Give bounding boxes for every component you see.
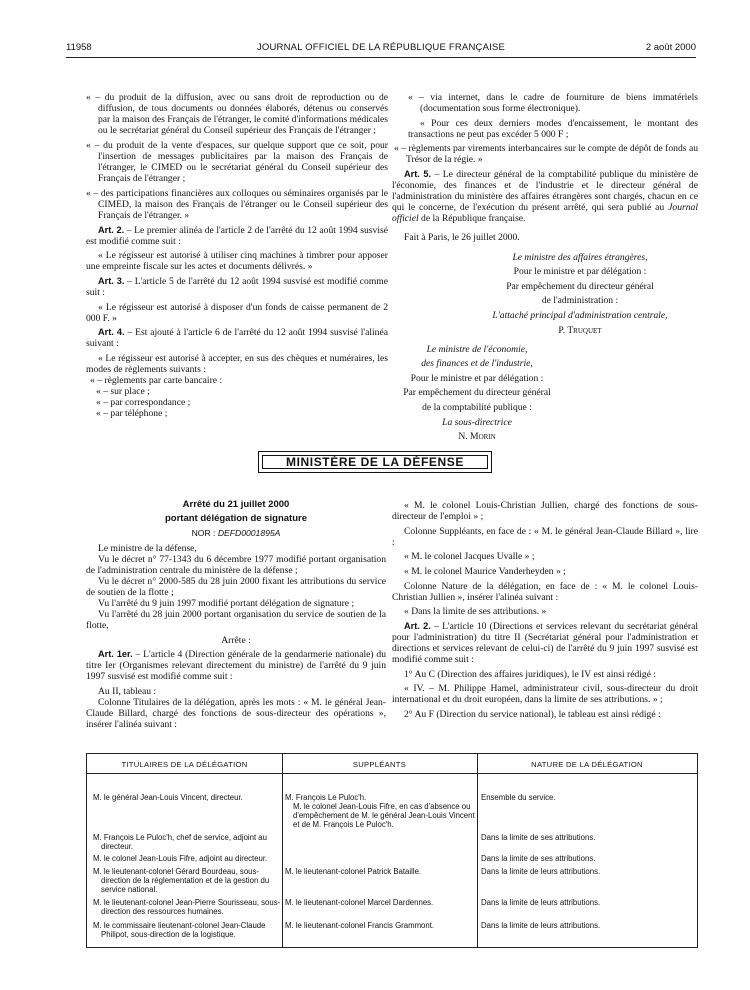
article-2: Art. 2. – L'article 10 (Directions et services relevant du secrétariat général pour l'administration) du titre II (Secrétariat général pour l'administration et directions et services relevant de celui-ci) de l'arrêté du 9 juin 1997 susvisé est modifié comme suit :	[392, 620, 698, 666]
cell-titulaire: M. le lieutenant-colonel Jean-Pierre Sourisseau, sous-direction des ressources humaines.	[93, 898, 281, 916]
paragraph: Colonne Suppléants, en face de : « M. le général Jean-Claude Billard », lire :	[392, 525, 698, 548]
list-item: « – sur place ;	[96, 386, 150, 398]
top-left-column	[86, 92, 388, 423]
cell-nature: Dans la limite de leurs attributions.	[481, 921, 601, 930]
list-item: « – règlements par virements interbancaires sur le compte de dépôt de fonds au Trésor de la régie. »	[394, 143, 698, 166]
cell-nature: Dans la limite de leurs attributions.	[481, 867, 601, 876]
article-2: Art. 2. – Le premier alinéa de l'article 2 de l'arrêté du 12 août 1994 susvisé est modifié comme suit :	[86, 224, 388, 247]
paragraph: Au II, tableau :	[98, 685, 157, 697]
list-item: « – du produit de la vente d'espaces, sur quelque support que ce soit, pour l'insertion de messages publicitaires par la maison des Français de l'étranger, le CIMED ou le secrétariat général du Conseil supérieur des Français de l'étranger ;	[86, 139, 388, 185]
article-3-quote: « Le régisseur est autorisé à disposer d'un fonds de caisse permanent de 2 000 F. »	[86, 301, 388, 324]
arrete-heading: Arrête :	[221, 634, 251, 646]
cell-nature: Dans la limite de leurs attributions.	[481, 898, 601, 907]
nor-reference: NOR : DEFD0001895A	[191, 528, 281, 538]
cell-nature: Ensemble du service.	[481, 793, 556, 802]
cell-titulaire: M. François Le Puloc'h, chef de service, adjoint au directeur.	[93, 833, 267, 851]
column-header: SUPPLÉANTS	[352, 760, 407, 769]
paragraph: « IV. – M. Philippe Hamel, administrateur civil, sous-directeur du droit international et du droit européen, dans la limite de ses attributions. » ;	[392, 683, 698, 706]
paragraph: « M. le colonel Maurice Vanderheyden » ;	[404, 565, 566, 577]
paragraph: Colonne Nature de la délégation, en face de : « M. le colonel Louis-Christian Jullien », insérer l'alinéa suivant :	[392, 580, 698, 603]
signatory-name: N. Morin	[458, 431, 496, 443]
signature-block-2: Le ministre de l'économie, des finances et de l'industrie, Pour le ministre et par délégation : Par empêchement du directeur général de la comptabilité publique : La sous-directrice N. Morin	[392, 344, 562, 443]
journal-title: JOURNAL OFFICIEL DE LA RÉPUBLIQUE FRANÇAISE	[256, 42, 506, 53]
decree-title: Arrêté du 21 juillet 2000	[182, 499, 290, 510]
cell-suppleants: M. François Le Puloc'h. M. le colonel Jean-Louis Fifre, en cas d'absence ou d'empêchement de M. le général Jean-Louis Vincent et de M. François Le Puloc'h.	[285, 793, 475, 829]
top-right-column	[392, 92, 698, 446]
article-4-quote: « Le régisseur est autorisé à accepter, en sus des chèques et numéraires, les modes de règlements suivants :	[86, 352, 388, 376]
list-item: « – par correspondance ;	[96, 397, 191, 409]
cell-titulaire: M. le général Jean-Louis Vincent, directeur.	[93, 793, 243, 802]
list-item: « – via internet, dans le cadre de fourniture de biens immatériels (documentation sous forme électronique).	[408, 92, 698, 115]
article-2-quote: « Le régisseur est autorisé à utiliser cinq machines à timbrer pour apposer une empreinte fiscale sur les actes et documents délivrés. »	[86, 250, 388, 273]
article-1: Art. 1er. – L'article 4 (Direction générale de la gendarmerie nationale) du titre Ier (Organismes relevant directement du ministre) de l'arrêté du 9 juin 1997 susvisé est modifié comme suit :	[86, 648, 387, 683]
decree-right-column	[392, 500, 698, 724]
paragraph: Vu le décret n° 77-1343 du 6 décembre 1977 modifié portant organisation de l'administration centrale du ministère de la défense ;	[86, 553, 386, 576]
section-band	[258, 451, 492, 473]
cell-titulaire: M. le commissaire lieutenant-colonel Jean-Claude Philipot, sous-direction de la logistique.	[93, 921, 266, 939]
column-header: NATURE DE LA DÉLÉGATION	[531, 760, 643, 769]
cell-titulaire: M. le colonel Jean-Louis Fifre, adjoint au directeur.	[93, 854, 268, 863]
decree-subtitle: portant délégation de signature	[165, 513, 307, 524]
paragraph: Colonne Titulaires de la délégation, après les mots : « M. le général Jean-Claude Billard, chargé des fonctions de sous-directeur des opérations », insérer l'alinéa suivant :	[86, 696, 386, 730]
cell-suppleants: M. le lieutenant-colonel Patrick Bataille.	[285, 867, 422, 876]
article-3: Art. 3. – L'article 5 de l'arrêté du 12 août 1994 susvisé est modifié comme suit :	[86, 275, 389, 298]
decree-left-column	[86, 500, 386, 734]
issue-date: 2 août 2000	[645, 42, 696, 53]
header-divider	[87, 773, 697, 774]
paragraph: « Dans la limite de ses attributions. »	[404, 606, 547, 618]
list-item: « – des participations financières aux colloques ou séminaires organisés par le CIMED, la maison des Français de l'étranger ou le Conseil supérieur des Français de l'étranger. »	[86, 187, 388, 221]
paragraph: « M. le colonel Jacques Uvalle » ;	[404, 551, 535, 563]
list-item: « – du produit de la diffusion, avec ou sans droit de reproduction ou de diffusion, de tous documents ou données élaborés, détenus ou conservés par la maison des Français de l'étranger, le comité d'informations médicales ou le secrétariat général du Conseil supérieur des Français de l'étranger ;	[86, 92, 388, 137]
signatory-name: P. Truquet	[558, 324, 602, 336]
cell-suppleants: M. le lieutenant-colonel Francis Grammont.	[285, 921, 435, 930]
paragraph: 1° Au C (Direction des affaires juridiques), le IV est ainsi rédigé :	[404, 668, 657, 680]
signature-block-1: Le ministre des affaires étrangères, Pour le ministre et par délégation : Par empêchement du directeur général de l'administration : L'attaché principal d'administration centrale, P. Truquet	[392, 252, 698, 336]
article-4: Art. 4. – Est ajouté à l'article 6 de l'arrêté du 12 août 1994 susvisé l'alinéa suivant :	[86, 327, 388, 350]
list-item: « – par téléphone ;	[96, 408, 168, 420]
column-header: TITULAIRES DE LA DÉLÉGATION	[121, 760, 248, 769]
column-divider	[477, 754, 478, 947]
paragraph: « M. le colonel Louis-Christian Jullien, chargé des fonctions de sous-directeur de l'emploi » ;	[392, 500, 698, 523]
header-rule	[66, 57, 696, 58]
cell-titulaire: M. le lieutenant-colonel Gérard Bourdeau, sous-direction de la réglementation et de la gestion du service national.	[93, 867, 270, 894]
place-date: Fait à Paris, le 26 juillet 2000.	[404, 231, 520, 243]
section-title: MINISTÈRE DE LA DÉFENSE	[262, 455, 488, 469]
list-quote: « Pour ces deux derniers modes d'encaissement, le montant des transactions ne peut pas excéder 5 000 F ;	[408, 117, 698, 140]
paragraph: 2° Au F (Direction du service national), le tableau est ainsi rédigé :	[404, 709, 661, 720]
paragraph: Vu le décret n° 2000-585 du 28 juin 2000 fixant les attributions du service de soutien de la flotte ;	[86, 575, 386, 598]
cell-nature: Dans la limite de ses attributions.	[481, 833, 596, 842]
paragraph: Vu l'arrêté du 9 juin 1997 modifié portant délégation de signature ;	[98, 598, 355, 610]
article-5: Art. 5. – Le directeur général de la comptabilité publique du ministère de l'économie, des finances et de l'industrie et le directeur général de l'administration du ministère des affaires étrangères sont chargés, chacun en ce qui le concerne, de l'exécution du présent arrêté, qui sera publié au Journal officiel de la République française.	[392, 169, 698, 225]
cell-suppleants: M. le lieutenant-colonel Marcel Dardennes.	[285, 898, 434, 907]
list-item: « – règlements par carte bancaire :	[90, 375, 223, 387]
paragraph: Le ministre de la défense,	[98, 542, 197, 554]
paragraph: Vu l'arrêté du 28 juin 2000 portant organisation du service de soutien de la flotte,	[86, 609, 386, 632]
page-number: 11958	[66, 42, 92, 53]
delegation-table	[86, 753, 698, 948]
cell-nature: Dans la limite de ses attributions.	[481, 854, 596, 863]
page-header	[66, 42, 696, 56]
